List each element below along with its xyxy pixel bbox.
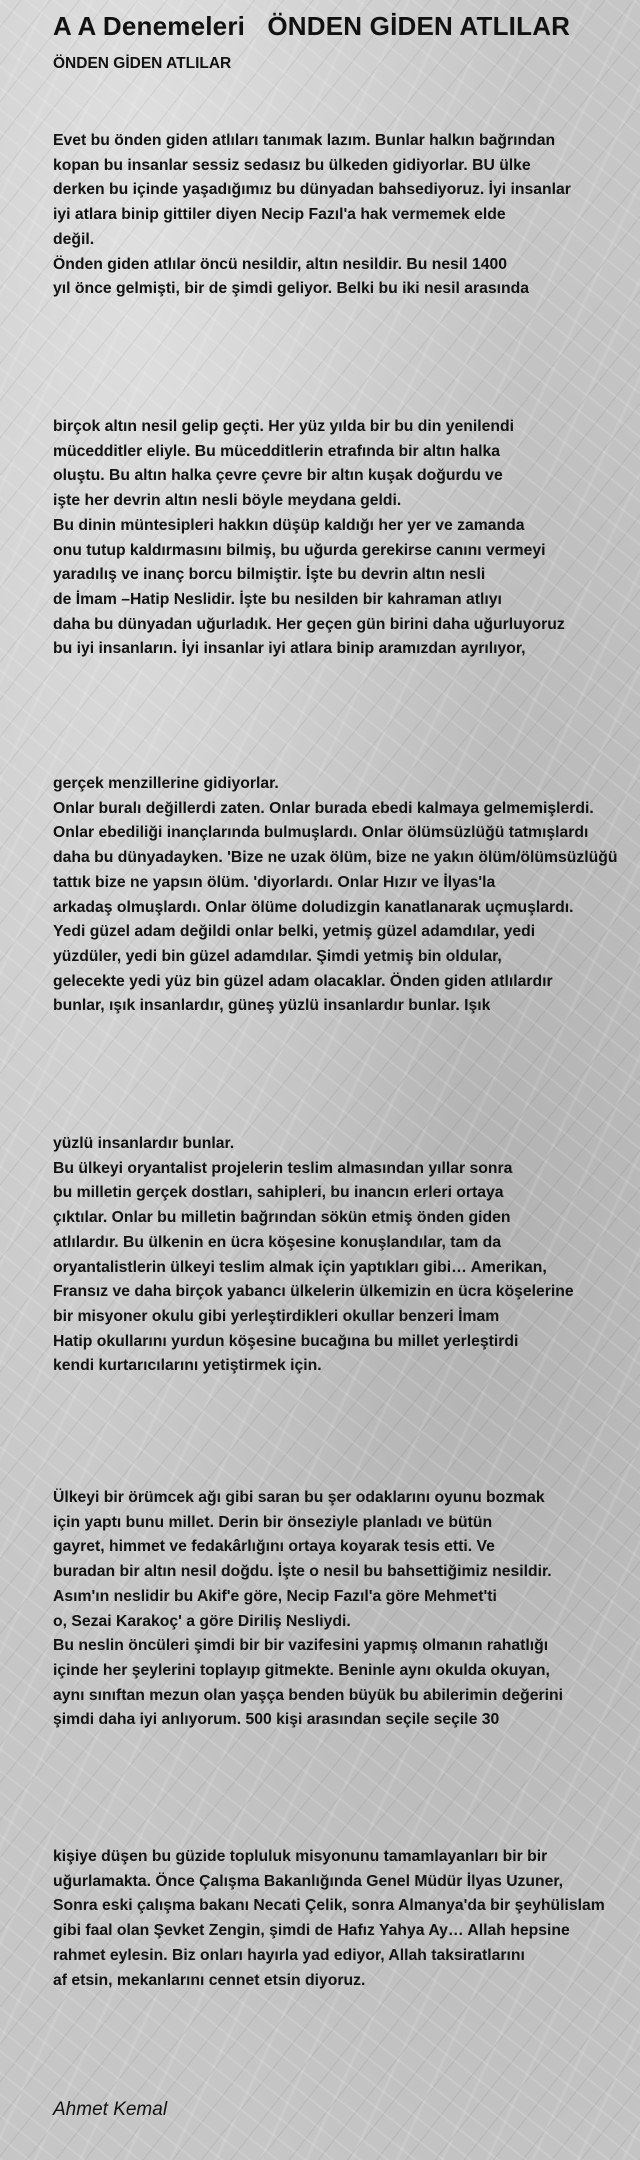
text-line: atlılardır. Bu ülkenin en ücra köşesine konuşlandılar, tam da bbox=[53, 1233, 501, 1251]
text-line: Evet bu önden giden atlıları tanımak lazım. Bunlar halkın bağrından bbox=[53, 132, 556, 149]
text-line: daha bu dünyadan uğurladık. Her geçen gün birini daha uğurluyoruz bbox=[53, 615, 565, 633]
text-line: iyi atlara binip gittiler diyen Necip Fazıl'a hak vermemek elde bbox=[53, 206, 506, 224]
text-line: tattık bize ne yapsın ölüm. 'diyorlardı. Onlar Hızır ve İlyas'la bbox=[53, 873, 496, 891]
text-line: işte her devrin altın nesli böyle meydana geldi. bbox=[53, 492, 402, 510]
article-subtitle: ÖNDEN GİDEN ATLILAR bbox=[53, 55, 232, 72]
text-line: mücedditler eliyle. Bu mücedditlerin etrafında bir altın halka bbox=[53, 442, 501, 460]
text-line: Ülkeyi bir örümcek ağı gibi saran bu şer odaklarını oyunu bozmak bbox=[53, 1489, 545, 1506]
text-line: gerçek menzillerine gidiyorlar. bbox=[53, 775, 279, 792]
text-line: buradan bir altın nesil doğdu. İşte o nesil bu bahsettiğimiz nesildir. bbox=[53, 1563, 552, 1581]
text-line: içinde her şeylerini toplayıp gitmekte. Beninle aynı okulda okuyan, bbox=[53, 1661, 550, 1679]
text-line: bu iyi insanların. İyi insanlar iyi atlara binip aramızdan ayrılıyor, bbox=[53, 640, 526, 658]
text-line: o, Sezai Karakoç' a göre Diriliş Nesliydi. bbox=[53, 1612, 351, 1630]
text-line: gibi faal olan Şevket Zengin, şimdi de Hafız Yahya Ay… Allah hepsine bbox=[53, 1922, 570, 1940]
text-line: değil. bbox=[53, 230, 95, 248]
text-line: derken bu içinde yaşadığımız bu dünyadan bahsediyoruz. İyi insanlar bbox=[53, 181, 571, 199]
text-line: arkadaş olmuşlardı. Onlar ölüme doludizgin kanatlanarak uçmuşlardı. bbox=[53, 898, 574, 916]
text-line: Yedi güzel adam değildi onlar belki, yetmiş güzel adamdılar, yedi bbox=[53, 923, 536, 941]
text-line: kişiye düşen bu güzide topluluk misyonunu tamamlayanları bir bir bbox=[53, 1848, 548, 1865]
text-line: rahmet eylesin. Biz onları hayırla yad ediyor, Allah taksiratlarını bbox=[53, 1946, 525, 1964]
text-line: uğurlamakta. Önce Çalışma Bakanlığında Genel Müdür İlyas Uzuner, bbox=[53, 1872, 564, 1890]
text-line: Sonra eski çalışma bakanı Necati Çelik, sonra Almanya'da bir şeyhülislam bbox=[53, 1897, 605, 1915]
text-line: yaradılış ve inanç borcu bilmiştir. İşte bu devrin altın nesli bbox=[53, 566, 486, 584]
text-line: daha bu dünyadayken. 'Bize ne uzak ölüm, bize ne yakın ölüm/ölümsüzlüğü bbox=[53, 849, 618, 867]
text-line: için yaptı bunu millet. Derin bir önseziyle planladı ve bütün bbox=[53, 1513, 493, 1531]
paragraph-block-5 bbox=[53, 1486, 638, 1733]
text-line: kendi kurtarıcılarını yetiştirmek için. bbox=[53, 1357, 322, 1375]
paragraph-block-6 bbox=[53, 1845, 638, 1993]
text-line: onu tutup kaldırmasını bilmiş, bu uğurda gerekirse canını vermeyi bbox=[53, 541, 546, 559]
text-line: Önden giden atlılar öncü nesildir, altın nesildir. Bu nesil 1400 bbox=[53, 255, 508, 273]
text-line: yüzdüler, yedi bin güzel adamdılar. Şimdi yetmiş bin oldular, bbox=[53, 947, 502, 965]
text-line: çıktılar. Onlar bu milletin bağrından sökün etmiş önden giden bbox=[53, 1209, 511, 1227]
text-line: yıl önce gelmişti, bir de şimdi geliyor. Belki bu iki nesil arasında bbox=[53, 280, 529, 298]
text-line: Fransız ve daha birçok yabancı ülkelerin ülkemizin en ücra köşelerine bbox=[53, 1283, 574, 1301]
text-line: Bu dinin müntesipleri hakkın düşüp kaldığı her yer ve zamanda bbox=[53, 516, 525, 534]
text-line: kopan bu insanlar sessiz sedasız bu ülkeden gidiyorlar. BU ülke bbox=[53, 156, 531, 174]
text-line: Bu neslin öncüleri şimdi bir bir vazifesini yapmış olmanın rahatlığı bbox=[53, 1637, 549, 1655]
text-line: gelecekte yedi yüz bin güzel adam olacaklar. Önden giden atlılardır bbox=[53, 972, 553, 990]
paragraph-block-4 bbox=[53, 1132, 638, 1379]
paragraph-block-3 bbox=[53, 772, 638, 1019]
text-line: gayret, himmet ve fedakârlığını ortaya koyarak tesis etti. Ve bbox=[53, 1538, 495, 1556]
text-line: de İmam –Hatip Neslidir. İşte bu nesilden bir kahraman atlıyı bbox=[53, 590, 502, 608]
text-line: Asım'ın neslidir bu Akif'e göre, Necip Fazıl'a göre Mehmet'ti bbox=[53, 1587, 497, 1605]
text-line: af etsin, mekanlarını cennet etsin diyoruz. bbox=[53, 1971, 366, 1989]
text-line: oluştu. Bu altın halka çevre çevre bir altın kuşak doğurdu ve bbox=[53, 467, 503, 485]
text-line: birçok altın nesil gelip geçti. Her yüz yılda bir bu din yenilendi bbox=[53, 418, 515, 435]
text-line: Bu ülkeyi oryantalist projelerin teslim almasından yıllar sonra bbox=[53, 1159, 513, 1177]
text-line: Onlar ebediliği inançlarında bulmuşlardı. Onlar ölümsüzlüğü tatmışlardı bbox=[53, 824, 589, 842]
text-line: Hatip okullarını yurdun köşesine bucağına bu millet yerleştirdi bbox=[53, 1332, 519, 1350]
text-line: bu milletin gerçek dostları, sahipleri, bu inancın erleri ortaya bbox=[53, 1184, 504, 1202]
author-signature: Ahmet Kemal bbox=[53, 2099, 168, 2120]
text-line: bir misyoner okulu gibi yerleştirdikleri okullar benzeri İmam bbox=[53, 1307, 500, 1325]
text-line: bunlar, ışık insanlardır, güneş yüzlü insanlardır bunlar. Işık bbox=[53, 997, 491, 1015]
page-title: A A Denemeleri ÖNDEN GİDEN ATLILAR bbox=[53, 11, 571, 41]
text-line: şimdi daha iyi anlıyorum. 500 kişi arasından seçile seçile 30 bbox=[53, 1711, 500, 1729]
text-line: yüzlü insanlardır bunlar. bbox=[53, 1135, 235, 1152]
text-line: oryantalistlerin ülkeyi teslim almak için yaptıkları gibi… Amerikan, bbox=[53, 1258, 547, 1276]
paragraph-block-2 bbox=[53, 415, 638, 662]
paragraph-block-1 bbox=[53, 129, 638, 302]
text-line: aynı sınıftan mezun olan yaşça benden büyük bu abilerimin değerini bbox=[53, 1686, 564, 1704]
text-line: Onlar buralı değillerdi zaten. Onlar burada ebedi kalmaya gelmemişlerdi. bbox=[53, 799, 594, 817]
